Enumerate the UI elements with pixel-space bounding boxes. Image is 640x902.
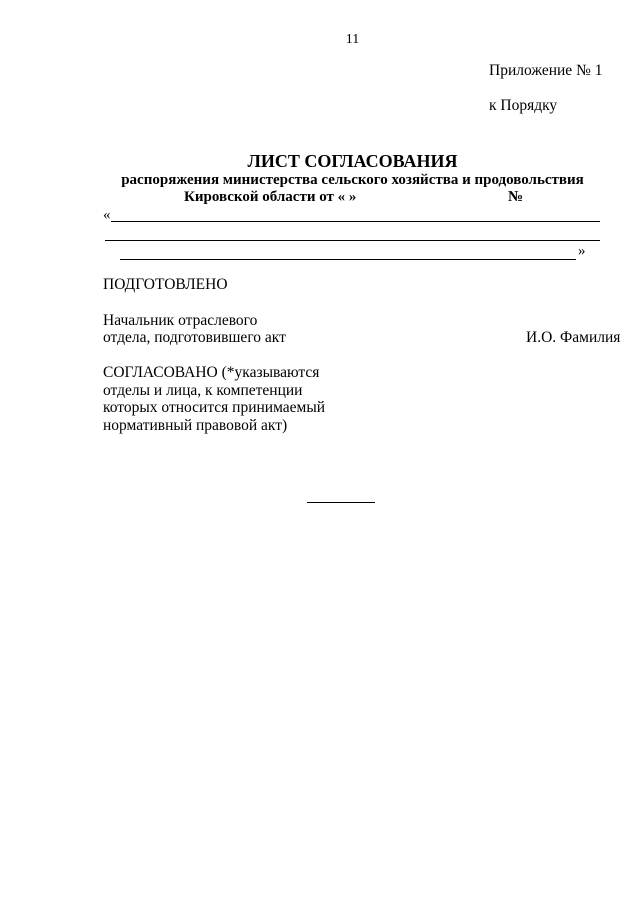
agreed-line2: отделы и лица, к компетенции (103, 381, 303, 399)
head-position-line2: отдела, подготовившего акт (103, 329, 286, 346)
end-divider (307, 502, 375, 503)
appendix-number: Приложение № 1 (489, 62, 603, 79)
document-subtitle-date: Кировской области от « » (184, 189, 357, 205)
document-subtitle-line1: распоряжения министерства сельского хозяйства и продовольствия (121, 172, 584, 188)
blank-line-2 (105, 240, 600, 241)
quote-close: » (578, 243, 586, 259)
quote-open: « (103, 207, 111, 223)
document-title: ЛИСТ СОГЛАСОВАНИЯ (247, 151, 458, 171)
blank-line-1 (111, 221, 600, 222)
head-position-line1: Начальник отраслевого (103, 312, 258, 329)
page-number: 11 (345, 32, 360, 47)
agreed-block (103, 364, 325, 434)
blank-line-3 (120, 259, 576, 260)
signature-name: И.О. Фамилия (526, 329, 621, 346)
agreed-line3: которых относится принимаемый (103, 399, 326, 416)
agreed-line1: СОГЛАСОВАНО (*указываются (103, 364, 320, 381)
document-subtitle-number: № (508, 189, 524, 205)
agreed-line4: нормативный правовой акт) (103, 416, 288, 434)
prepared-heading: ПОДГОТОВЛЕНО (103, 276, 228, 293)
appendix-reference: к Порядку (489, 97, 558, 114)
